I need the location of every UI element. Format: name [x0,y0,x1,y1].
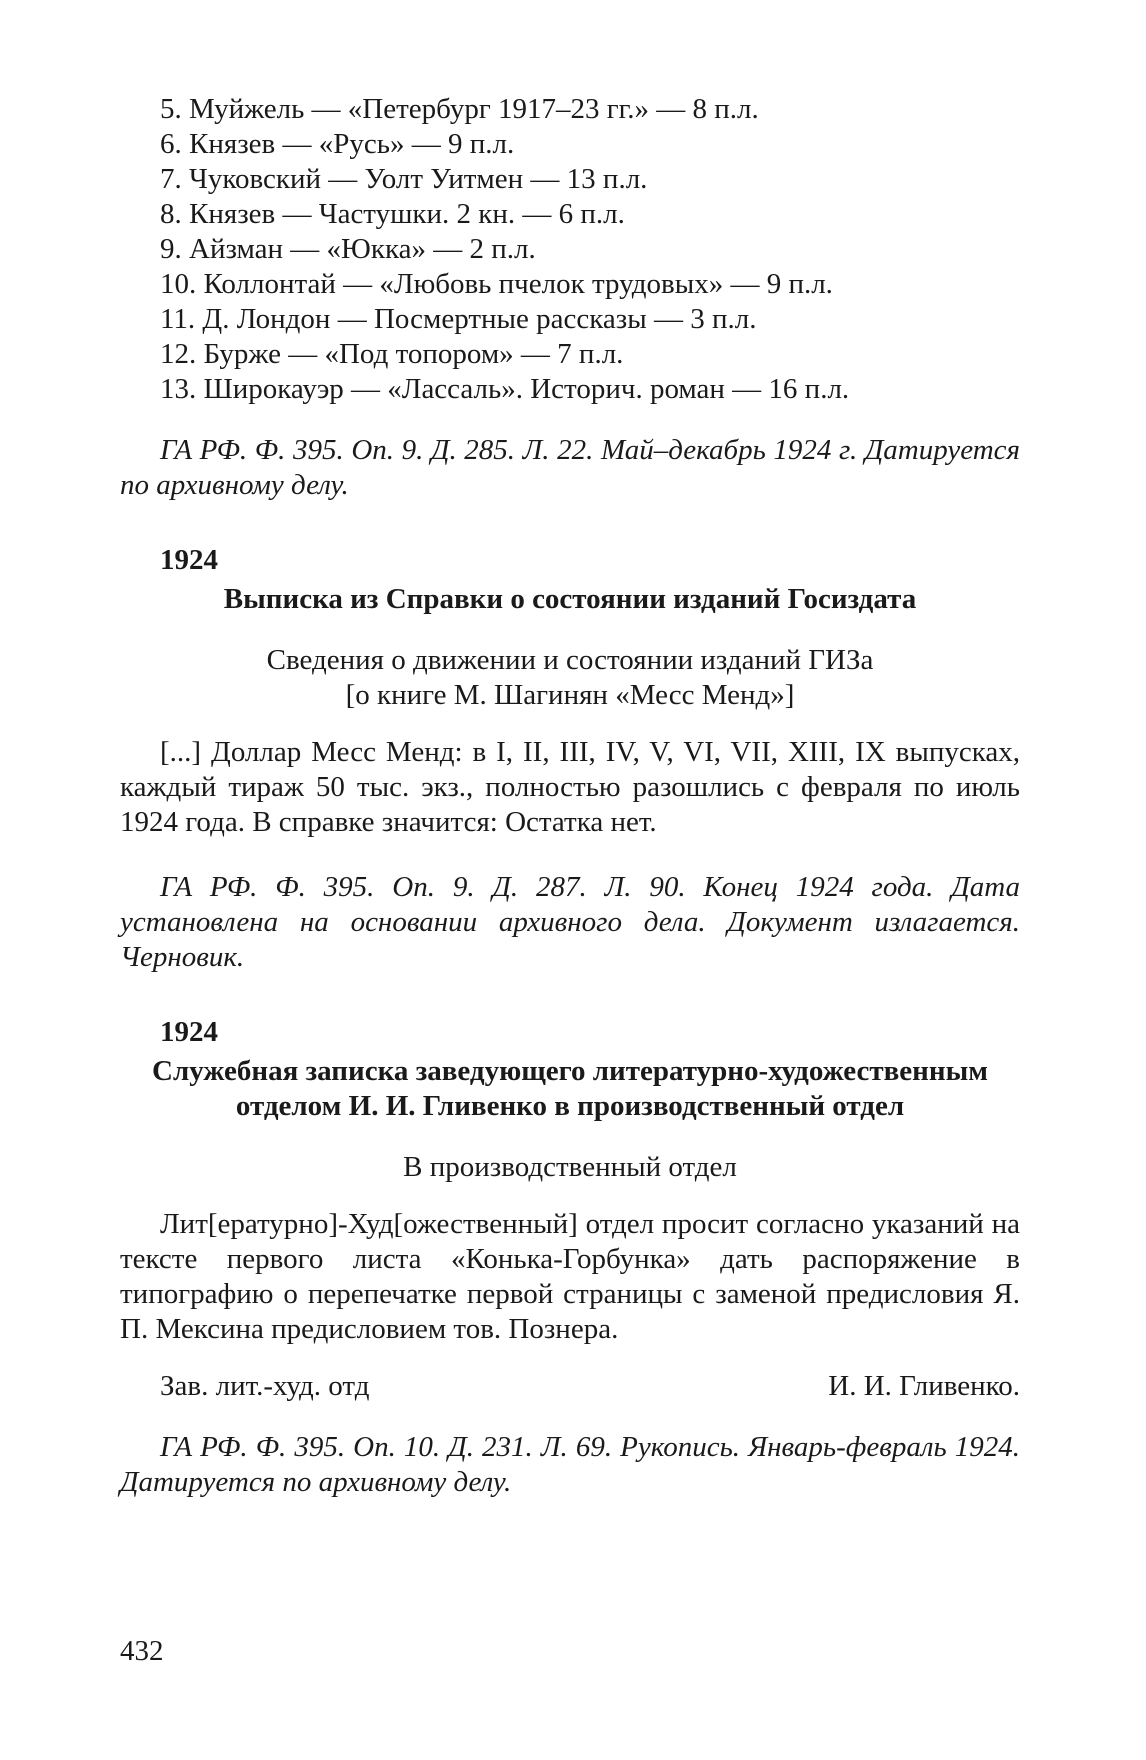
doc2-body: [...] Доллар Месс Менд: в I, II, III, IV, V, VI, VII, XIII, IX выпусках, каждый тираж 50 тыс. экз., полностью разошлись с февраля по июль 1924 года. В справке значится: Остатка нет. [120,736,1020,838]
doc2-title: Выписка из Справки о состоянии изданий Госиздата [223,583,917,615]
list-item: 5. Муйжель — «Петербург 1917–23 гг.» — 8 п.л. [160,93,759,125]
list-item: 13. Широкауэр — «Лассаль». Историч. роман — 16 п.л. [160,373,850,405]
doc3-addressee: В производственный отдел [403,1151,737,1183]
list-item: 9. Айзман — «Юкка» — 2 п.л. [160,233,536,265]
list-item: 7. Чуковский — Уолт Уитмен — 13 п.л. [160,163,648,195]
publication-list [160,92,1020,407]
list-item: 10. Коллонтай — «Любовь пчелок трудовых» — 9 п.л. [160,268,833,300]
doc3-year: 1924 [160,1016,218,1048]
doc2-source: ГА РФ. Ф. 395. Оп. 9. Д. 287. Л. 90. Конец 1924 года. Дата установлена на основании архивного дела. Документ излагается. Черновик. [120,871,1020,973]
list-item: 8. Князев — Частушки. 2 кн. — 6 п.л. [160,198,625,230]
doc3-title-line1: Служебная записка заведующего литературно-художественным [152,1055,988,1087]
doc2-subtitle-line2: [о книге М. Шагинян «Месс Менд»] [345,679,795,711]
doc2-subtitle-line1: Сведения о движении и состоянии изданий ГИЗа [266,644,874,676]
page-number: 432 [120,1635,164,1667]
list-item: 6. Князев — «Русь» — 9 п.л. [160,128,515,160]
doc3-body: Лит[ературно]-Худ[ожественный] отдел просит согласно указаний на тексте первого листа «Конька-Горбунка» дать распоряжение в типографию о перепечатке первой страницы с заменой предисловия Я. П. Мексина предисловием тов. Познера. [120,1208,1020,1345]
doc3-source: ГА РФ. Ф. 395. Оп. 10. Д. 231. Л. 69. Рукопись. Январь-февраль 1924. Датируется по архивному делу. [120,1431,1020,1498]
signature-name: И. И. Гливенко. [828,1370,1020,1402]
doc3-title-line2: отделом И. И. Гливенко в производственный отдел [235,1090,905,1122]
page-content [120,92,1020,1500]
list-item: 12. Бурже — «Под топором» — 7 п.л. [160,338,624,370]
signature-position: Зав. лит.-худ. отд [160,1370,370,1402]
archive-source-1: ГА РФ. Ф. 395. Оп. 9. Д. 285. Л. 22. Май–декабрь 1924 г. Датируется по архивному делу. [120,434,1020,501]
doc3-signature [120,1369,1020,1404]
list-item: 11. Д. Лондон — Посмертные рассказы — 3 п.л. [160,303,757,335]
doc2-year: 1924 [160,544,218,576]
